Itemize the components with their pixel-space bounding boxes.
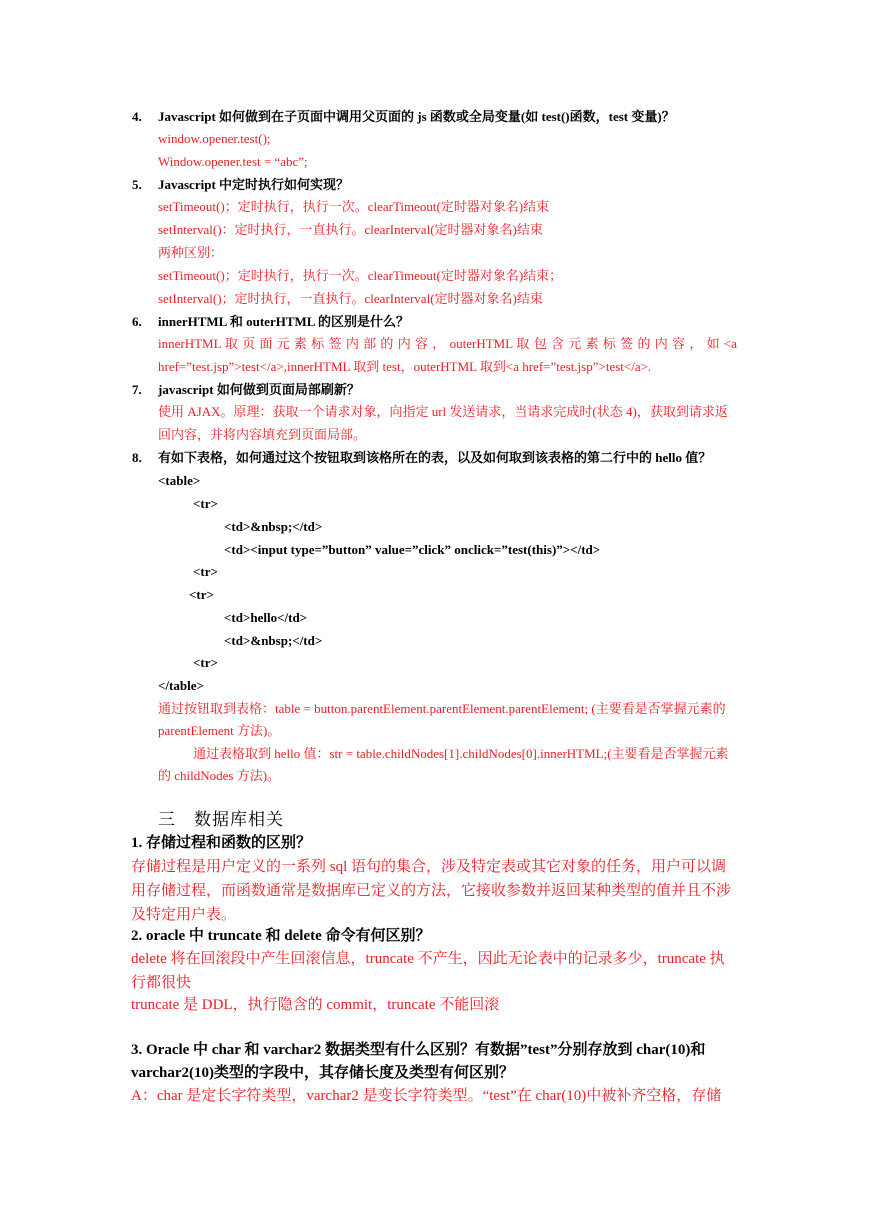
code-line: <table> [158, 473, 201, 488]
db-question-3-cont: varchar2(10)类型的字段中，其存储长度及类型有何区别？ [131, 1065, 515, 1081]
question-number: 7. [132, 382, 142, 397]
answer-line: parentElement 方法)。 [158, 723, 281, 738]
code-line: <tr> [193, 496, 218, 511]
answer-line: 的 childNodes 方法)。 [158, 768, 281, 783]
question-6: innerHTML 和 outerHTML 的区别是什么？ [158, 314, 409, 329]
code-line: <td>&nbsp;</td> [224, 633, 323, 648]
code-line: <td>hello</td> [224, 610, 308, 625]
question-5: Javascript 中定时执行如何实现？ [158, 177, 350, 192]
answer-line: setInterval()：定时执行，一直执行。clearInterval(定时器对象名)结束 [158, 222, 543, 237]
answer-line: href=”test.jsp”>test</a>,innerHTML 取到 test，outerHTML 取到<a href=”test.jsp”>test</a>. [158, 359, 652, 374]
question-number: 5. [132, 177, 142, 192]
question-number: 8. [132, 450, 142, 465]
answer-line: innerHTML 取 页 面 元 素 标 签 内 部 的 内 容 ， outerHTML 取 包 含 元 素 标 签 的 内 容 ， 如 <a [158, 336, 737, 351]
code-line: </table> [158, 678, 204, 693]
code-line: <td>&nbsp;</td> [224, 519, 323, 534]
answer-line: Window.opener.test = “abc”; [158, 154, 308, 169]
answer-line: setTimeout()；定时执行，执行一次。clearTimeout(定时器对象名)结束； [158, 268, 563, 283]
section-title: 三 数据库相关 [158, 810, 284, 829]
answer-line: 及特定用户表。 [131, 907, 237, 923]
db-question-3: 3. Oracle 中 char 和 varchar2 数据类型有什么区别？有数据”test”分别存放到 char(10)和 [131, 1042, 706, 1058]
answer-line: setInterval()；定时执行，一直执行。clearInterval(定时器对象名)结束 [158, 291, 543, 306]
answer-line: 两种区别： [158, 245, 224, 260]
db-question-2: 2. oracle 中 truncate 和 delete 命令有何区别？ [131, 928, 431, 944]
code-line: <tr> [193, 564, 218, 579]
answer-line: 行都很快 [131, 975, 192, 991]
answer-line: setTimeout()；定时执行，执行一次。clearTimeout(定时器对象名)结束 [158, 199, 550, 214]
question-number: 6. [132, 314, 142, 329]
answer-line: 通过表格取到 hello 值：str = table.childNodes[1].childNodes[0].innerHTML;(主要看是否掌握元素 [193, 746, 729, 761]
code-line: <tr> [193, 655, 218, 670]
answer-line: 用存储过程，而函数通常是数据库已定义的方法，它接收参数并返回某种类型的值并且不涉 [131, 883, 732, 899]
answer-line: 使用 AJAX。原理：获取一个请求对象，向指定 url 发送请求，当请求完成时(状态 4)，获取到请求返 [158, 404, 728, 419]
answer-line: A：char 是定长字符类型，varchar2 是变长字符类型。“test”在 char(10)中被补齐空格，存储 [131, 1088, 722, 1104]
question-7: javascript 如何做到页面局部刷新？ [158, 382, 360, 397]
answer-line: truncate 是 DDL，执行隐含的 commit，truncate 不能回滚 [131, 997, 500, 1013]
answer-line: 回内容，并将内容填充到页面局部。 [158, 427, 367, 442]
db-question-1: 1. 存储过程和函数的区别？ [131, 835, 312, 851]
answer-line: 存储过程是用户定义的一系列 sql 语句的集合，涉及特定表或其它对象的任务，用户可以调 [131, 859, 727, 875]
question-8: 有如下表格，如何通过这个按钮取到该格所在的表，以及如何取到该表格的第二行中的 hello 值？ [158, 450, 712, 465]
code-line: <tr> [189, 587, 214, 602]
answer-line: window.opener.test(); [158, 131, 271, 146]
question-number: 4. [132, 109, 142, 124]
code-line: <td><input type=”button” value=”click” onclick=”test(this)”></td> [224, 542, 601, 557]
answer-line: 通过按钮取到表格：table = button.parentElement.parentElement.parentElement; (主要看是否掌握元素的 [158, 701, 726, 716]
question-4: Javascript 如何做到在子页面中调用父页面的 js 函数或全局变量(如 test()函数，test 变量)？ [158, 109, 675, 124]
answer-line: delete 将在回滚段中产生回滚信息，truncate 不产生，因此无论表中的记录多少，truncate 执 [131, 951, 725, 967]
